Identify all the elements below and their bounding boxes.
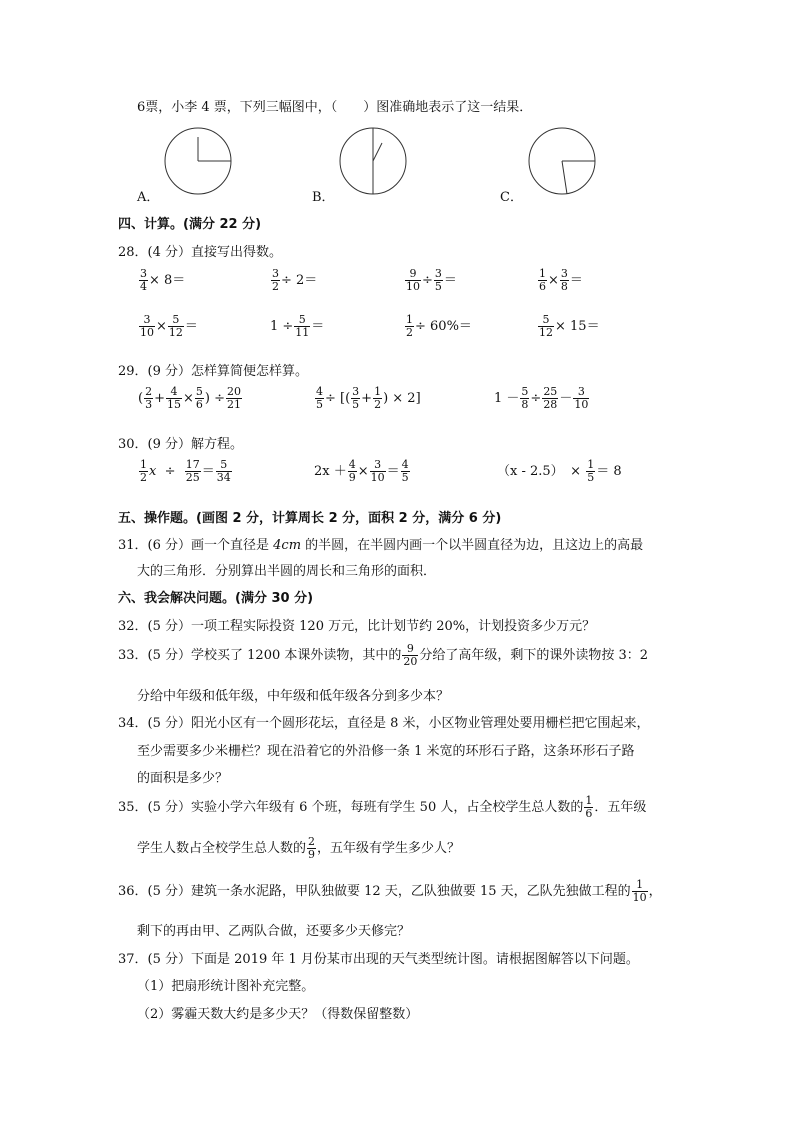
q31-line-2: 大的三角形．分别算出半圆的周长和三角形的面积． <box>137 564 437 579</box>
section-4-title: 四、计算。(满分 22 分) <box>118 217 262 232</box>
q32-text: 32．(5 分）一项工程实际投资 120 万元，比计划节约 20%，计划投资多少万元？ <box>118 619 596 634</box>
q34-line-1: 34．(5 分）阳光小区有一个圆形花坛，直径是 8 米，小区物业管理处要用栅栏把它围起来， <box>118 716 650 731</box>
q37-line-1: 37．(5 分）下面是 2019 年 1 月份某市出现的天气类型统计图。请根据图解答以下问题。 <box>118 952 639 967</box>
pie-chart-c <box>527 127 601 197</box>
q34-line-3: 的面积是多少？ <box>137 771 229 786</box>
q29-expr-3: 1 － $\frac{5}{8}$ ÷ $\frac{25}{28}$ － $\frac{3}{10}$ <box>494 385 589 411</box>
q36-line-2: 剩下的再由甲、乙两队合做，还要多少天修完？ <box>137 924 411 939</box>
q28-label: 28．(4 分）直接写出得数。 <box>118 245 283 260</box>
q30-eq-1: $\frac{1}{2}$ x ÷ $\frac{17}{25}$ ＝ $\frac{5}{34}$ <box>140 458 231 484</box>
section-5-title: 五、操作题。(画图 2 分，计算周长 2 分，面积 2 分，满分 6 分) <box>118 511 502 526</box>
q33-line-2: 分给中年级和低年级，中年级和低年级各分到多少本？ <box>137 689 450 704</box>
q31-line-1: 31．(6 分）画一个直径是 4cm 的半圆，在半圆内画一个以半圆直径为边，且这边上的高最 <box>118 538 644 553</box>
q28-item-8: $\frac{5}{12}$ × 15＝ <box>539 313 600 339</box>
q37-sub-2: （2）雾霾天数大约是多少天？（得数保留整数） <box>137 1007 419 1022</box>
q27-text: 6票，小李 4 票，下列三幅图中，（ ）图准确地表示了这一结果． <box>137 100 533 115</box>
q28-item-3: $\frac{9}{10}$ ÷ $\frac{3}{5}$ ＝ <box>406 267 457 293</box>
q35-line-2: 学生人数占全校学生总人数的 $\frac{2}{9}$ ，五年级有学生多少人？ <box>137 835 461 861</box>
section-6-title: 六、我会解决问题。(满分 30 分) <box>118 591 314 606</box>
q30-label: 30．(9 分）解方程。 <box>118 437 244 452</box>
q30-eq-2: 2x ＋ $\frac{4}{9}$ × $\frac{3}{10}$ ＝ $\frac{4}{5}$ <box>314 458 409 484</box>
q28-item-4: $\frac{1}{6}$ × $\frac{3}{8}$ ＝ <box>539 267 583 293</box>
q36-line-1: 36．(5 分）建筑一条水泥路，甲队独做要 12 天，乙队独做要 15 天，乙队先独做工程的 $\frac{1}{10}$ ， <box>118 878 662 904</box>
q28-item-6: 1 ÷ $\frac{5}{11}$ ＝ <box>270 313 325 339</box>
option-b: B． <box>312 190 335 205</box>
q33-line-1: 33．(5 分）学校买了 1200 本课外读物，其中的 $\frac{9}{20}$ 分给了高年级，剩下的课外读物按 3：2 <box>118 642 649 668</box>
option-c: C． <box>500 190 523 205</box>
q29-expr-1: ( $\frac{2}{3}$ + $\frac{4}{15}$ × $\frac{5}{6}$ ) ÷ $\frac{20}{21}$ <box>138 385 241 411</box>
option-a: A． <box>137 190 160 205</box>
q29-expr-2: $\frac{4}{5}$ ÷ [( $\frac{3}{5}$ + $\frac{1}{2}$ ) × 2] <box>316 385 421 411</box>
q30-eq-3: （x - 2.5） × $\frac{1}{5}$ ＝ 8 <box>497 458 622 484</box>
pie-chart-a <box>163 127 237 197</box>
q35-line-1: 35．(5 分）实验小学六年级有 6 个班，每班有学生 50 人，占全校学生总人数的 $\frac{1}{6}$ ．五年级 <box>118 794 647 820</box>
q34-line-2: 至少需要多少米栅栏？现在沿着它的外沿修一条 1 米宽的环形石子路，这条环形石子路 <box>137 744 635 759</box>
q29-label: 29．(9 分）怎样算简便怎样算。 <box>118 364 309 379</box>
q28-item-2: $\frac{3}{2}$ ÷ 2＝ <box>272 267 318 293</box>
q28-item-7: $\frac{1}{2}$ ÷ 60%＝ <box>406 313 472 339</box>
pie-chart-b <box>338 127 412 197</box>
q37-sub-1: （1）把扇形统计图补充完整。 <box>137 979 315 994</box>
q28-item-5: $\frac{3}{10}$ × $\frac{5}{12}$ ＝ <box>140 313 198 339</box>
q28-item-1: $\frac{3}{4}$ × 8＝ <box>140 267 186 293</box>
